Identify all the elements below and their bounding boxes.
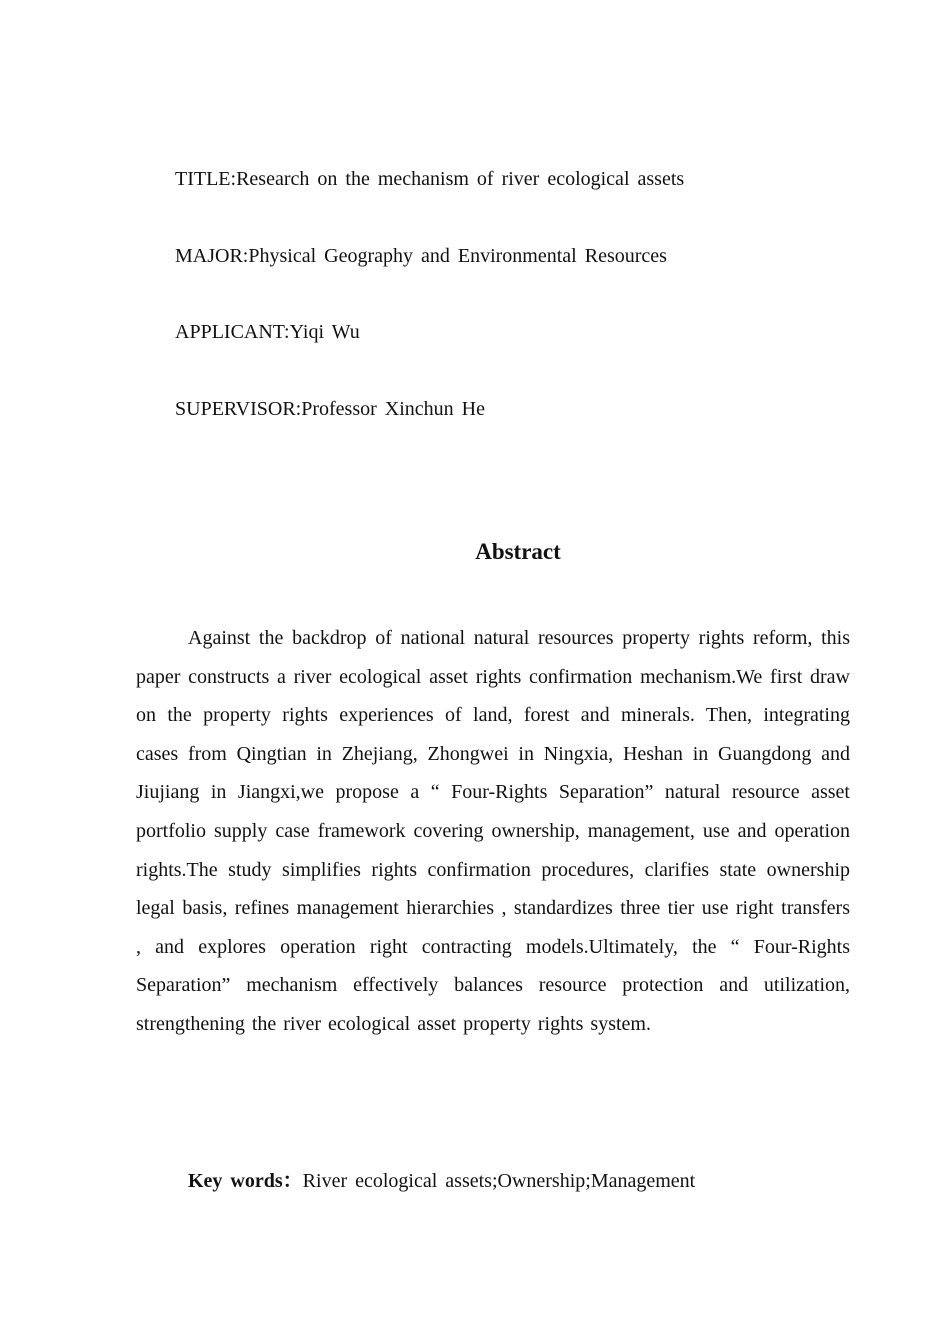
major-value: Physical Geography and Environmental Resources — [248, 245, 667, 267]
major-label: MAJOR: — [175, 245, 249, 267]
thesis-title-line — [175, 167, 684, 191]
keywords-label: Key words： — [188, 1170, 303, 1192]
abstract-body: Against the backdrop of national natural resources property rights reform, this paper constructs a river ecological asset rights confirmation mechanism.We first draw on the property rights experiences of land, forest and minerals. Then, integrating cases from Qingtian in Zhejiang, Zhongwei in Ningxia, Heshan in Guangdong and Jiujiang in Jiangxi,we propose a “ Four-Rights Separation” natural resource asset portfolio supply case framework covering ownership, management, use and operation rights.The study simplifies rights confirmation procedures, clarifies state ownership legal basis, refines management hierarchies , standardizes three tier use right transfers , and explores operation right contracting models.Ultimately, the “ Four-Rights Separation” mechanism effectively balances resource protection and utilization, strengthening the river ecological asset property rights system. — [136, 627, 850, 1035]
applicant-line — [175, 320, 360, 344]
applicant-label: APPLICANT: — [175, 321, 290, 343]
thesis-title-label: TITLE: — [175, 168, 237, 190]
supervisor-value: Professor Xinchun He — [301, 398, 485, 420]
keywords-line — [188, 1168, 695, 1194]
thesis-title-value: Research on the mechanism of river ecological assets — [236, 168, 685, 190]
supervisor-label: SUPERVISOR: — [175, 398, 302, 420]
applicant-value: Yiqi Wu — [289, 321, 360, 343]
abstract-heading: Abstract — [475, 539, 561, 564]
major-line — [175, 244, 667, 268]
keywords-value: River ecological assets;Ownership;Management — [302, 1170, 696, 1192]
supervisor-line — [175, 397, 485, 421]
